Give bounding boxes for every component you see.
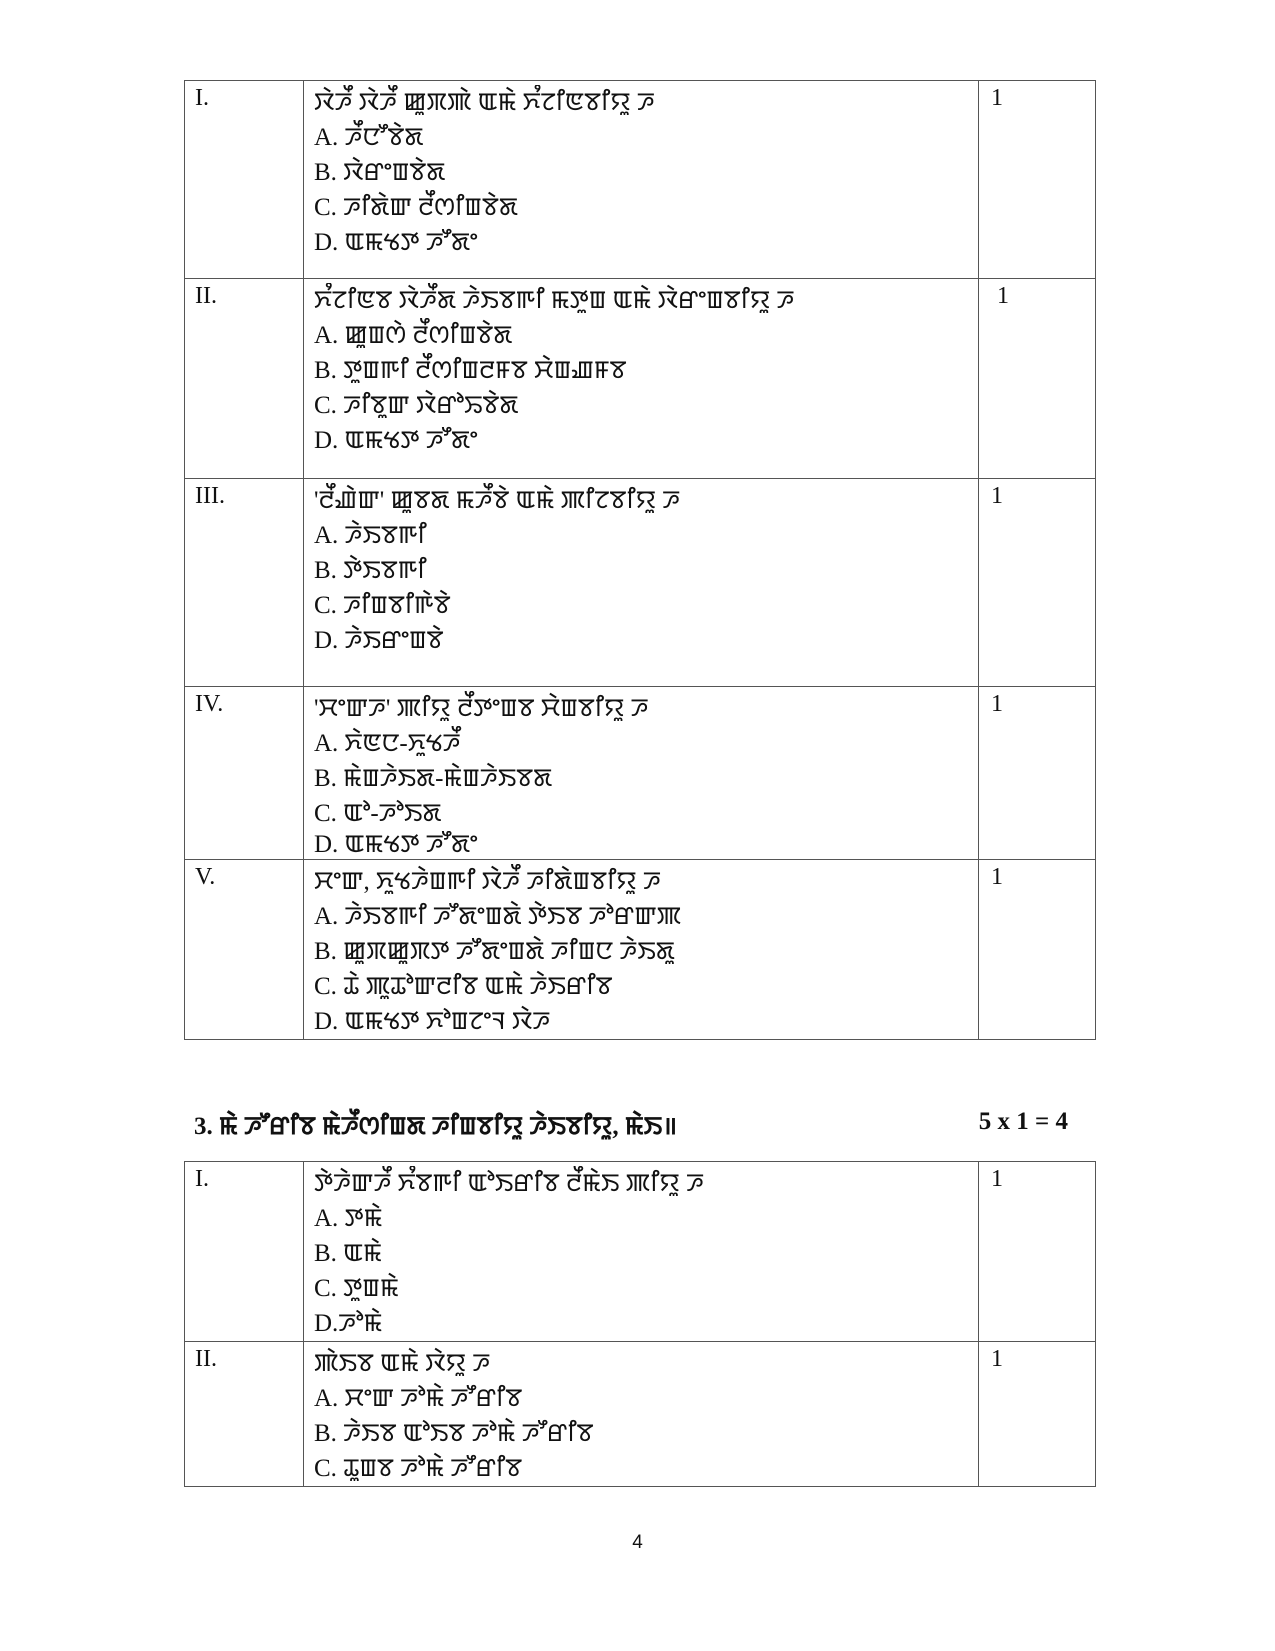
option-a: A. ꯍꯥꯏꯕꯒꯤ ꯍꯧꯗꯦꯡꯗꯥ ꯇꯥꯏꯕ ꯍꯣꯔꯛꯄ — [314, 903, 682, 930]
table-row — [185, 687, 1096, 860]
option-b: B. ꯑꯃꯥ — [314, 1240, 382, 1267]
question-number: I. — [185, 81, 304, 279]
option-c: C. ꯊꯥ ꯄꯨꯊꯣꯛꯂꯤꯕ ꯑꯃꯥ ꯍꯥꯏꯔꯤꯕ — [314, 973, 613, 1000]
option-c: C. ꯑꯣ-ꯍꯣꯏꯗ — [314, 800, 442, 827]
question-cell — [304, 860, 979, 1040]
option-a: A. ꯍꯩꯅꯧꯕꯥꯗ — [314, 124, 424, 151]
option-d: D. ꯑꯃꯠꯇ ꯍꯧꯗꯦ — [314, 427, 478, 454]
option-d: D. ꯑꯃꯠꯇ ꯍꯧꯗꯦ — [314, 831, 478, 858]
option-c: C. ꯍꯤꯕꯨꯛ ꯋꯥꯔꯣꯢꯕꯥꯗ — [314, 392, 519, 419]
question-mark: 1 — [979, 1342, 1096, 1487]
option-d: D. ꯑꯃꯠꯇ ꯈꯣꯡꯖꯦꯜ ꯋꯥꯍ — [314, 1008, 551, 1035]
question-cell — [304, 1342, 979, 1487]
option-c: C. ꯍꯤꯗꯥꯛ ꯂꯩꯁꯤꯡꯕꯥꯗ — [314, 194, 518, 221]
question-mark: 1 — [979, 1162, 1096, 1342]
table-row — [185, 1342, 1096, 1487]
question-cell — [304, 687, 979, 860]
option-c: C. ꯊꯨꯡꯕ ꯍꯣꯃꯥ ꯍꯧꯔꯤꯕ — [314, 1455, 523, 1482]
question-mark: 1 — [979, 479, 1096, 687]
question-number: III. — [185, 479, 304, 687]
option-a: A. ꯇꯃꯥ — [314, 1205, 383, 1232]
option-a: A. ꯍꯥꯏꯕꯒꯤ — [314, 522, 427, 549]
question-text: 'ꯂꯩꯉꯥꯛ' ꯀꯨꯕꯗ ꯃꯍꯩꯕꯥ ꯑꯃꯥ ꯄꯤꯖꯕꯤꯌꯨ ꯍ — [314, 487, 681, 514]
table-row — [185, 279, 1096, 479]
question-cell — [304, 279, 979, 479]
question-text: ꯈꯪꯖꯤꯟꯕ ꯋꯥꯍꯩꯗ ꯍꯥꯏꯕꯒꯤ ꯃꯇꯨꯡ ꯑꯃꯥ ꯋꯥꯔꯦꯡꯕꯤꯌꯨ ꯍ — [314, 287, 795, 314]
question-number: IV. — [185, 687, 304, 860]
question-mark: 1 — [979, 279, 1096, 479]
section-title: 3. ꯃꯥ ꯍꯧꯔꯤꯕ ꯃꯥꯍꯩꯁꯤꯡꯗ ꯍꯤꯡꯕꯤꯌꯨ ꯍꯥꯏꯕꯤꯌꯨ, ꯃꯥꯏ॥ — [194, 1113, 678, 1140]
question-number: II. — [185, 279, 304, 479]
section-heading — [194, 1108, 1068, 1148]
question-mark: 1 — [979, 860, 1096, 1040]
option-d: D.ꯍꯣꯃꯥ — [314, 1310, 383, 1337]
option-b: B. ꯃꯥꯡꯍꯥꯏꯗ-ꯃꯥꯡꯍꯥꯏꯕꯗ — [314, 765, 553, 792]
option-b: B. ꯋꯥꯔꯦꯡꯕꯥꯗ — [314, 159, 446, 186]
option-d: D. ꯑꯃꯠꯇ ꯍꯧꯗꯦ — [314, 229, 478, 256]
question-text: ꯇꯥꯍꯥꯛꯍꯩ ꯈꯪꯕꯒꯤ ꯑꯣꯏꯔꯤꯕ ꯂꯩꯃꯥꯏ ꯄꯤꯌꯨ ꯍ — [314, 1170, 705, 1197]
page-number: 4 — [632, 1532, 643, 1553]
option-a: A. ꯆꯦꯛ ꯍꯣꯃꯥ ꯍꯧꯔꯤꯕ — [314, 1385, 523, 1412]
table-row — [185, 860, 1096, 1040]
option-b: B. ꯀꯨꯞꯀꯨꯞꯇ ꯍꯧꯗꯦꯡꯗꯥ ꯍꯤꯡꯅ ꯍꯥꯏꯗꯨ — [314, 938, 675, 965]
question-mark: 1 — [979, 81, 1096, 279]
question-number: I. — [185, 1162, 304, 1342]
option-c: C. ꯍꯤꯡꯕꯤꯒꯥꯕꯥ — [314, 592, 451, 619]
table-row — [185, 81, 1096, 279]
question-mark: 1 — [979, 687, 1096, 860]
option-a: A. ꯈꯥꯟꯅ-ꯈꯨꯠꯍꯩ — [314, 730, 461, 757]
table-row — [185, 479, 1096, 687]
question-table-1 — [184, 80, 1096, 1040]
question-text: ꯆꯦꯛ, ꯈꯨꯠꯍꯥꯡꯒꯤ ꯋꯥꯍꯩ ꯍꯤꯗꯥꯡꯕꯤꯌꯨ ꯍ — [314, 868, 661, 895]
option-d: D. ꯍꯥꯏꯔꯦꯡꯕꯥ — [314, 627, 444, 654]
question-cell — [304, 81, 979, 279]
question-cell — [304, 479, 979, 687]
option-a: A. ꯀꯨꯡꯁꯥ ꯂꯩꯁꯤꯡꯕꯥꯗ — [314, 322, 513, 349]
question-table-2 — [184, 1161, 1096, 1487]
question-text: ꯋꯥꯍꯩ ꯋꯥꯍꯩ ꯀꯨꯞꯄꯥ ꯑꯃꯥ ꯈꯪꯖꯤꯟꯕꯤꯌꯨ ꯍ — [314, 89, 655, 116]
question-number: II. — [185, 1342, 304, 1487]
question-number: V. — [185, 860, 304, 1040]
question-cell — [304, 1162, 979, 1342]
question-text: ꯄꯥꯏꯕ ꯑꯃꯥ ꯋꯥꯌꯨ ꯍ — [314, 1350, 491, 1377]
option-b: B. ꯍꯥꯏꯕ ꯑꯣꯏꯕ ꯍꯣꯃꯥ ꯍꯧꯔꯤꯕ — [314, 1420, 594, 1447]
question-text: 'ꯆꯦꯛꯍ' ꯄꯤꯌꯨ ꯂꯩꯇꯦꯡꯕ ꯆꯥꯡꯕꯤꯌꯨ ꯍ — [314, 695, 649, 722]
option-b: B. ꯇꯨꯡꯒꯤ ꯂꯩꯁꯤꯡꯂꯝꯕ ꯆꯥꯡꯉꯝꯕ — [314, 357, 627, 384]
option-c: C. ꯇꯨꯡꯃꯥ — [314, 1275, 399, 1302]
section-marks: 5 x 1 = 4 — [978, 1108, 1068, 1135]
table-row — [185, 1162, 1096, 1342]
option-b: B. ꯇꯥꯏꯕꯒꯤ — [314, 557, 427, 584]
